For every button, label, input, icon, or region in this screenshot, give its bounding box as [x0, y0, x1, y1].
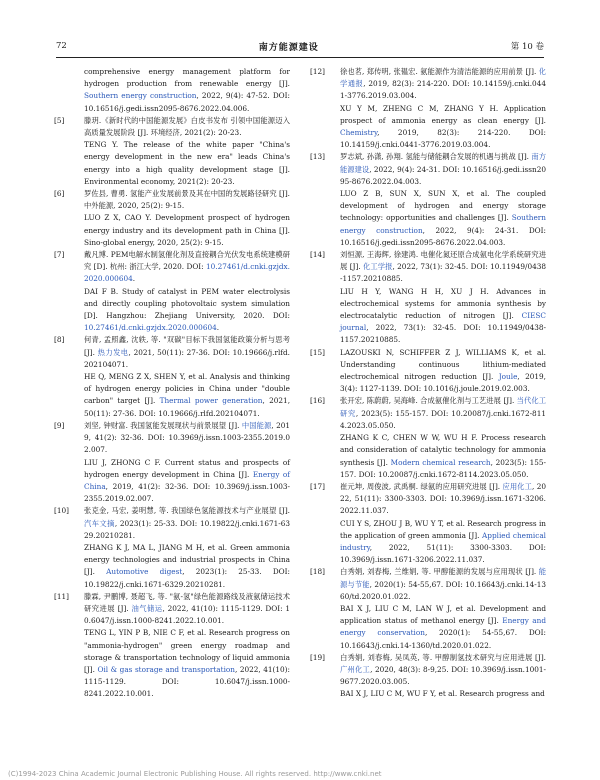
journal-link[interactable]: 化学通报 — [340, 67, 546, 89]
page-number: 72 — [56, 41, 67, 51]
volume-label: 第 10 卷 — [510, 42, 544, 52]
citation-tail: , 2022, 9(4): 24-31. DOI: 10.16516/j.gedi.issn2095-8676.2022.04.003. — [340, 164, 546, 186]
journal-link[interactable]: 化工学报 — [363, 262, 393, 272]
citation-tail: , 2020(1): 54-55,67. DOI: 10.16643/j.cnki.14-1360/td.2020.01.022. — [340, 579, 546, 601]
journal-link[interactable]: CIESC journal — [340, 311, 546, 333]
reference-entry — [54, 334, 290, 419]
journal-link[interactable]: 中国能源 — [241, 420, 272, 430]
citation-tail: , 2019, 3(4): 1127-1139. DOI: 10.1016/j.joule.2019.02.003. — [340, 372, 547, 394]
reference-entry — [310, 347, 546, 396]
citation-text: LUO Z X, CAO Y. Development prospect of hydrogen energy industry and its development path in China [J]. Sino-global energy, 2020, 25(2): 9-15. — [84, 213, 290, 247]
citation-text: LAZOUSKI N, SCHIFFER Z J, WILLIAMS K, et al. Understanding continuous lithium-mediated electrochemical nitrogen reduction [J]. — [340, 347, 546, 382]
citation-tail: . — [216, 323, 220, 333]
reference-text-en — [84, 286, 290, 335]
citation-text: 滕玥.《新时代的中国能源发展》白皮书发布 引领中国能源迈入高质量发展阶段 [J]. 环境经济, 2021(2): 20-23. — [84, 115, 290, 138]
reference-text-zh — [340, 652, 546, 689]
reference-number: [5] — [54, 115, 65, 125]
reference-text-zh — [84, 115, 290, 139]
citation-tail: , 2020(1): 54-55,67. DOI: 10.16643/j.cnki.14-1360/td.2020.01.022. — [340, 628, 547, 650]
reference-text-en — [340, 347, 546, 396]
reference-text-en — [340, 518, 546, 567]
reference-entry — [54, 591, 290, 701]
reference-text-en — [84, 542, 290, 591]
journal-link[interactable]: Thermal power generation — [159, 396, 263, 406]
journal-link[interactable]: Oil & gas storage and transportation — [97, 664, 236, 674]
reference-number: [13] — [310, 152, 325, 162]
citation-tail: , 2022, 51(11): 3300-3303. DOI: 10.3969/j.issn.1671-3206.2022.11.037. — [340, 542, 546, 565]
journal-link[interactable]: Automotive digest — [106, 567, 183, 577]
reference-text-en — [340, 286, 546, 347]
reference-number: [15] — [310, 347, 325, 357]
reference-text-zh — [84, 420, 290, 457]
reference-text-zh — [340, 151, 546, 188]
reference-number: [7] — [54, 250, 65, 260]
reference-text-zh — [340, 395, 546, 432]
right-reference-column — [310, 66, 546, 701]
citation-text: 刘恒源, 王海辉, 徐建鸿. 电催化氮还原合成氨电化学系统研究进展 [J]. — [340, 250, 546, 272]
reference-entry — [310, 151, 546, 249]
citation-text: XU Y M, ZHENG C M, ZHANG Y H. Application prospect of ammonia energy as clean energy [J]. — [340, 103, 546, 125]
journal-link[interactable]: Energy and energy conservation — [340, 616, 546, 638]
reference-number: [16] — [310, 396, 325, 406]
citation-tail: , 2023(1): 25-33. DOI: 10.19822/j.cnki.1671-6329.20210281. — [84, 567, 290, 589]
reference-text-en — [340, 188, 546, 249]
reference-number: [8] — [54, 335, 65, 345]
journal-link[interactable]: 南方能源建设 — [340, 152, 547, 174]
reference-number: [9] — [54, 420, 65, 430]
reference-text-en — [340, 103, 546, 152]
citation-text: TENG Y. The release of the white paper "China's energy development in the new era" leads China's energy into a high quality development stage [J]. Environmental economy, 2021(2): 20-23. — [84, 140, 290, 186]
citation-tail: , 2023(1): 25-33. DOI: 10.19822/j.cnki.1671-6329.20210281. — [84, 518, 290, 540]
reference-text-en — [340, 432, 546, 481]
journal-link[interactable]: Modern chemical research — [390, 457, 491, 467]
reference-text-en — [84, 457, 290, 506]
reference-text-en — [340, 603, 546, 652]
citation-text: 何青, 孟照鑫, 沈轶, 等. "双碳"目标下我国氢能政策分析与思考 [J]. — [84, 335, 290, 357]
reference-entry — [310, 566, 546, 651]
reference-number: [17] — [310, 481, 325, 491]
reference-entry — [54, 420, 290, 505]
reference-text-en — [84, 627, 290, 700]
reference-text-en — [84, 212, 290, 249]
journal-title: 南方能源建设 — [258, 42, 319, 53]
citation-text: 戴凡博. PEM电解水制氢催化剂及直接耦合光伏发电系统建模研究 [D]. 杭州: 浙江大学, 2020. DOI: — [84, 250, 290, 272]
reference-entry — [54, 505, 290, 590]
journal-link[interactable]: 10.27461/d.cnki.gzjdx.2020.000604 — [84, 262, 290, 284]
reference-number: [18] — [310, 567, 325, 577]
reference-text-zh — [84, 188, 290, 212]
journal-link[interactable]: 油气储运 — [131, 603, 163, 613]
reference-text-zh — [84, 505, 290, 542]
citation-tail: , 2021, 50(11): 27-36. DOI: 10.19666/j.rlfd.202104071. — [84, 347, 290, 369]
journal-link[interactable]: 10.27461/d.cnki.gzjdx.2020.000604 — [84, 323, 217, 333]
reference-text-en — [84, 66, 290, 115]
citation-tail: , 2022, 9(4): 47-52. DOI: 10.16516/j.gedi.issn2095-8676.2022.04.006. — [84, 91, 290, 113]
citation-text: BAI X J, LIU C M, LAN W J, et al. Development and application status of methanol energy [J]. — [340, 603, 546, 626]
citation-text: LIU J, ZHONG C F. Current status and prospects of hydrogen energy development in China [J]. — [84, 457, 290, 479]
citation-text: LUO Z B, SUN X, SUN X, et al. The coupled development of hydrogen and energy storage technology: opportunities and challenges [J]. — [340, 189, 546, 223]
journal-link[interactable]: Chemistry — [340, 128, 378, 138]
reference-number: [19] — [310, 652, 325, 662]
citation-tail: , 2019, 41(2): 32-36. DOI: 10.3969/j.issn.1003-2355.2019.02.007. — [84, 420, 291, 455]
reference-text-zh — [340, 481, 546, 518]
page-header — [56, 38, 544, 54]
journal-link[interactable]: 能源与节能 — [340, 567, 546, 589]
reference-entry — [310, 652, 546, 701]
citation-tail: , 2022, 73(1): 32-45. DOI: 10.11949/0438-1157.20210885. — [340, 262, 547, 284]
citation-tail: , 2022, 9(4): 24-31. DOI: 10.16516/j.gedi.issn2095-8676.2022.04.003. — [340, 225, 546, 247]
reference-entry — [310, 395, 546, 480]
citation-text: CUI Y S, ZHOU J B, WU Y T, et al. Research progress in the application of green ammonia [J]. — [340, 518, 546, 540]
citation-tail: , 2023(5): 155-157. DOI: 10.20087/j.cnki.1672-8114.2023.05.050. — [340, 457, 547, 479]
reference-text-zh — [340, 249, 546, 286]
citation-tail: , 2020, 48(3): 8-9,25. DOI: 10.3969/j.issn.1001-9677.2020.03.005. — [340, 664, 547, 687]
reference-entry — [310, 481, 546, 566]
citation-tail: , 2023(5): 155-157. DOI: 10.20087/j.cnki.1672-8114.2023.05.050. — [340, 408, 546, 430]
reference-text-zh — [84, 591, 290, 628]
journal-link[interactable]: 应用化工 — [502, 481, 532, 491]
reference-text-en — [340, 688, 546, 700]
citation-text: TENG L, YIN P B, NIE C F, et al. Research progress on "ammonia-hydrogen" green energy roadmap and storage & transportation technology of liquid ammonia [J]. — [84, 628, 290, 674]
header-rule — [56, 57, 544, 58]
citation-text: 徐也茗, 郑传明, 张韫宏. 氨能源作为清洁能源的应用前景 [J]. — [340, 67, 539, 76]
citation-text: 白秀娟, 刘春梅, 吴凤英, 等. 甲醇制氢技术研究与应用进展 [J]. — [340, 652, 546, 662]
journal-link[interactable]: 汽车文摘 — [84, 518, 115, 528]
citation-tail: , 2021, 50(11): 27-36. DOI: 10.19666/j.rlfd.202104071. — [84, 396, 291, 418]
citation-text: BAI X J, LIU C M, WU F Y, et al. Research progress and — [340, 689, 545, 699]
reference-entry — [310, 66, 546, 151]
copyright-footer: (C)1994-2023 China Academic Journal Electronic Publishing House. All rights reserved. http://www.cnki.net — [8, 770, 382, 778]
citation-text: 滕霖, 尹鹏博, 聂超飞, 等. "氨-氢"绿色能源路线及液氨储运技术研究进展 [J]. — [84, 591, 290, 613]
journal-link[interactable]: 热力发电 — [97, 347, 129, 357]
citation-tail: , 2019, 82(3): 214-220. DOI: 10.14159/j.cnki.0441-3776.2019.03.004. — [340, 128, 546, 150]
citation-text: ZHANG K C, CHEN W W, WU H F. Process research and consideration of catalytic technology for ammonia synthesis [J]. — [340, 433, 546, 467]
citation-text: 白秀娟, 刘春梅, 兰维娟, 等. 甲醇能源的发展与应用现状 [J]. — [340, 567, 539, 577]
citation-tail: , 2022, 73(1): 32-45. DOI: 10.11949/0438-1157.20210885. — [340, 323, 546, 345]
reference-entry — [54, 66, 290, 115]
citation-text: DAI F B. Study of catalyst in PEM water electrolysis and directly coupling photovoltaic system simulation [D]. Hangzhou: Zhejiang University, 2020. DOI: — [84, 286, 290, 321]
citation-text: 刘坚, 钟财富. 我国氢能发展现状与前景展望 [J]. — [84, 420, 242, 430]
journal-link[interactable]: 广州化工 — [340, 664, 371, 674]
citation-text: ZHANG K J, MA L, JIANG M H, et al. Green ammonia energy technologies and industrial prospects in China [J]. — [84, 542, 290, 577]
citation-text: 罗佐县, 曹勇. 氢能产业发展前景及其在中国的发展路径研究 [J]. 中外能源, 2020, 25(2): 9-15. — [84, 189, 290, 211]
citation-text: comprehensive energy management platform for hydrogen production from renewable energy [J]. — [84, 67, 290, 89]
reference-number: [14] — [310, 250, 325, 260]
journal-link[interactable]: Applied chemical industry — [340, 530, 546, 552]
reference-text-zh — [84, 249, 290, 286]
reference-text-zh — [340, 66, 546, 103]
citation-tail: , 2022, 41(10): 1115-1129. DOI: 10.6047/j.issn.1000-8241.2022.10.001. — [84, 664, 290, 699]
reference-entry — [310, 249, 546, 347]
citation-tail: , 2019, 82(3): 214-220. DOI: 10.14159/j.cnki.0441-3776.2019.03.004. — [340, 79, 546, 101]
journal-link[interactable]: 当代化工研究 — [340, 396, 547, 418]
left-reference-column — [54, 66, 290, 701]
reference-text-zh — [340, 566, 546, 603]
reference-number: [6] — [54, 189, 65, 199]
citation-tail: , 2022, 41(10): 1115-1129. DOI: 10.6047/j.issn.1000-8241.2022.10.001. — [84, 603, 291, 626]
reference-entry — [54, 249, 290, 334]
journal-link[interactable]: Energy of China — [84, 469, 290, 491]
reference-text-en — [84, 371, 290, 420]
citation-text: HE Q, MENG Z X, SHEN Y, et al. Analysis and thinking of hydrogen energy policies in China under "double carbon" target [J]. — [84, 372, 290, 406]
journal-link[interactable]: Southern energy construction — [84, 91, 197, 101]
citation-text: 张开宏, 陈蔚蔚, 吴海峰. 合成氨催化剂与工艺进展 [J]. — [340, 396, 517, 406]
citation-text: LIU H Y, WANG H H, XU J H. Advances in electrochemical systems for ammonia synthesis by electrocatalytic reduction of nitrogen [J]. — [340, 286, 546, 321]
reference-entry — [54, 188, 290, 249]
journal-link[interactable]: Southern energy construction — [340, 213, 546, 235]
reference-entry — [54, 115, 290, 188]
citation-text: 张克金, 马宏, 姜明慧, 等. 我国绿色氢能源技术与产业展望 [J]. — [84, 506, 290, 516]
citation-text: 崔元坤, 周俊波, 武禹桐. 绿氨的应用研究进展 [J]. — [340, 481, 503, 491]
reference-number: [12] — [310, 67, 325, 76]
citation-tail: . — [132, 274, 136, 284]
citation-text: 罗志斌, 孙潇, 孙翔. 氢能与储能耦合发展的机遇与挑战 [J]. — [340, 152, 532, 162]
citation-tail: , 2019, 41(2): 32-36. DOI: 10.3969/j.issn.1003-2355.2019.02.007. — [84, 481, 290, 504]
reference-text-en — [84, 139, 290, 188]
journal-link[interactable]: Joule — [498, 372, 518, 382]
reference-text-zh — [84, 334, 290, 371]
reference-number: [10] — [54, 506, 69, 516]
reference-number: [11] — [54, 591, 69, 601]
citation-tail: , 2022, 51(11): 3300-3303. DOI: 10.3969/j.issn.1671-3206.2022.11.037. — [340, 481, 546, 516]
